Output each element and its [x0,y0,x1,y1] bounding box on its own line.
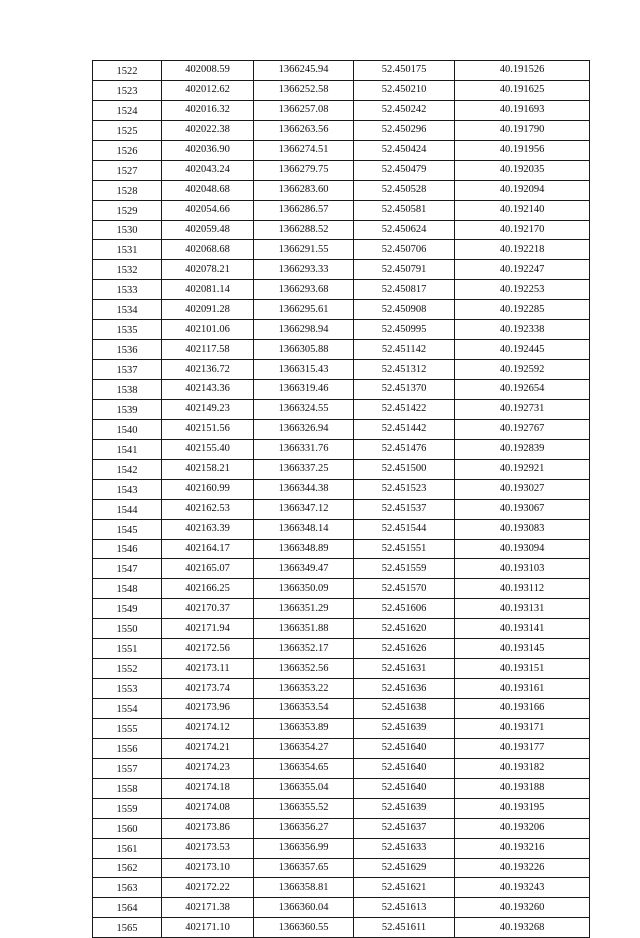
longitude-cell: 40.193177 [455,738,590,758]
point-number-cell: 1547 [93,559,162,579]
table-row [93,439,590,459]
y-coordinate-cell: 1366356.27 [254,818,354,838]
point-number-cell: 1558 [93,778,162,798]
y-coordinate-cell: 1366356.99 [254,838,354,858]
table-row [93,898,590,918]
latitude-cell: 52.451639 [354,798,455,818]
point-number-cell: 1527 [93,160,162,180]
latitude-cell: 52.451422 [354,399,455,419]
table-row [93,180,590,200]
point-number-cell: 1534 [93,300,162,320]
x-coordinate-cell: 402173.96 [162,699,254,719]
longitude-cell: 40.192592 [455,360,590,380]
table-row [93,499,590,519]
latitude-cell: 52.451639 [354,718,455,738]
point-number-cell: 1556 [93,738,162,758]
latitude-cell: 52.451537 [354,499,455,519]
table-row [93,519,590,539]
x-coordinate-cell: 402081.14 [162,280,254,300]
y-coordinate-cell: 1366305.88 [254,340,354,360]
point-number-cell: 1546 [93,539,162,559]
table-row [93,679,590,699]
y-coordinate-cell: 1366326.94 [254,419,354,439]
y-coordinate-cell: 1366245.94 [254,61,354,81]
longitude-cell: 40.193195 [455,798,590,818]
x-coordinate-cell: 402149.23 [162,399,254,419]
y-coordinate-cell: 1366353.89 [254,718,354,738]
table-row [93,918,590,938]
longitude-cell: 40.191693 [455,100,590,120]
y-coordinate-cell: 1366324.55 [254,399,354,419]
y-coordinate-cell: 1366331.76 [254,439,354,459]
longitude-cell: 40.193067 [455,499,590,519]
y-coordinate-cell: 1366283.60 [254,180,354,200]
x-coordinate-cell: 402012.62 [162,80,254,100]
y-coordinate-cell: 1366350.09 [254,579,354,599]
y-coordinate-cell: 1366337.25 [254,459,354,479]
y-coordinate-cell: 1366354.65 [254,758,354,778]
x-coordinate-cell: 402160.99 [162,479,254,499]
y-coordinate-cell: 1366360.04 [254,898,354,918]
y-coordinate-cell: 1366358.81 [254,878,354,898]
table-row [93,459,590,479]
y-coordinate-cell: 1366349.47 [254,559,354,579]
x-coordinate-cell: 402165.07 [162,559,254,579]
longitude-cell: 40.193216 [455,838,590,858]
x-coordinate-cell: 402054.66 [162,200,254,220]
table-row [93,120,590,140]
table-row [93,838,590,858]
longitude-cell: 40.192218 [455,240,590,260]
longitude-cell: 40.193112 [455,579,590,599]
x-coordinate-cell: 402173.53 [162,838,254,858]
x-coordinate-cell: 402166.25 [162,579,254,599]
point-number-cell: 1554 [93,699,162,719]
latitude-cell: 52.451370 [354,380,455,400]
y-coordinate-cell: 1366351.88 [254,619,354,639]
longitude-cell: 40.192140 [455,200,590,220]
longitude-cell: 40.192035 [455,160,590,180]
longitude-cell: 40.192839 [455,439,590,459]
table-row [93,639,590,659]
latitude-cell: 52.451621 [354,878,455,898]
y-coordinate-cell: 1366344.38 [254,479,354,499]
longitude-cell: 40.193131 [455,599,590,619]
y-coordinate-cell: 1366295.61 [254,300,354,320]
table-row [93,280,590,300]
y-coordinate-cell: 1366319.46 [254,380,354,400]
longitude-cell: 40.193243 [455,878,590,898]
y-coordinate-cell: 1366357.65 [254,858,354,878]
longitude-cell: 40.191956 [455,140,590,160]
point-number-cell: 1548 [93,579,162,599]
table-row [93,479,590,499]
point-number-cell: 1530 [93,220,162,240]
x-coordinate-cell: 402158.21 [162,459,254,479]
x-coordinate-cell: 402173.11 [162,659,254,679]
table-row [93,539,590,559]
longitude-cell: 40.193188 [455,778,590,798]
longitude-cell: 40.193083 [455,519,590,539]
x-coordinate-cell: 402164.17 [162,539,254,559]
y-coordinate-cell: 1366291.55 [254,240,354,260]
x-coordinate-cell: 402174.21 [162,738,254,758]
longitude-cell: 40.193268 [455,918,590,938]
latitude-cell: 52.451633 [354,838,455,858]
longitude-cell: 40.192285 [455,300,590,320]
latitude-cell: 52.450908 [354,300,455,320]
table-row [93,579,590,599]
y-coordinate-cell: 1366288.52 [254,220,354,240]
longitude-cell: 40.193094 [455,539,590,559]
table-row [93,140,590,160]
table-row [93,260,590,280]
y-coordinate-cell: 1366360.55 [254,918,354,938]
table-row [93,599,590,619]
latitude-cell: 52.451570 [354,579,455,599]
point-number-cell: 1557 [93,758,162,778]
table-row [93,758,590,778]
point-number-cell: 1525 [93,120,162,140]
x-coordinate-cell: 402101.06 [162,320,254,340]
longitude-cell: 40.193027 [455,479,590,499]
longitude-cell: 40.193182 [455,758,590,778]
x-coordinate-cell: 402170.37 [162,599,254,619]
point-number-cell: 1539 [93,399,162,419]
x-coordinate-cell: 402172.22 [162,878,254,898]
longitude-cell: 40.192247 [455,260,590,280]
point-number-cell: 1555 [93,718,162,738]
point-number-cell: 1536 [93,340,162,360]
y-coordinate-cell: 1366293.68 [254,280,354,300]
y-coordinate-cell: 1366353.54 [254,699,354,719]
latitude-cell: 52.450479 [354,160,455,180]
latitude-cell: 52.451476 [354,439,455,459]
latitude-cell: 52.451544 [354,519,455,539]
y-coordinate-cell: 1366351.29 [254,599,354,619]
point-number-cell: 1545 [93,519,162,539]
point-number-cell: 1533 [93,280,162,300]
latitude-cell: 52.451626 [354,639,455,659]
x-coordinate-cell: 402091.28 [162,300,254,320]
point-number-cell: 1551 [93,639,162,659]
x-coordinate-cell: 402078.21 [162,260,254,280]
table-row [93,858,590,878]
table-row [93,340,590,360]
x-coordinate-cell: 402036.90 [162,140,254,160]
latitude-cell: 52.451638 [354,699,455,719]
point-number-cell: 1531 [93,240,162,260]
table-row [93,419,590,439]
latitude-cell: 52.451636 [354,679,455,699]
table-row [93,659,590,679]
latitude-cell: 52.450210 [354,80,455,100]
longitude-cell: 40.193103 [455,559,590,579]
latitude-cell: 52.450581 [354,200,455,220]
table-row [93,559,590,579]
latitude-cell: 52.451640 [354,738,455,758]
coordinates-table [92,60,590,938]
latitude-cell: 52.450424 [354,140,455,160]
point-number-cell: 1543 [93,479,162,499]
table-row [93,200,590,220]
latitude-cell: 52.451559 [354,559,455,579]
x-coordinate-cell: 402048.68 [162,180,254,200]
x-coordinate-cell: 402171.38 [162,898,254,918]
longitude-cell: 40.192654 [455,380,590,400]
x-coordinate-cell: 402172.56 [162,639,254,659]
x-coordinate-cell: 402117.58 [162,340,254,360]
point-number-cell: 1559 [93,798,162,818]
latitude-cell: 52.450296 [354,120,455,140]
latitude-cell: 52.451523 [354,479,455,499]
longitude-cell: 40.192921 [455,459,590,479]
table-row [93,220,590,240]
latitude-cell: 52.451613 [354,898,455,918]
table-body [93,61,590,938]
table-row [93,300,590,320]
latitude-cell: 52.451620 [354,619,455,639]
latitude-cell: 52.450995 [354,320,455,340]
table-row [93,738,590,758]
longitude-cell: 40.192253 [455,280,590,300]
latitude-cell: 52.451142 [354,340,455,360]
table-row [93,619,590,639]
y-coordinate-cell: 1366352.56 [254,659,354,679]
longitude-cell: 40.192338 [455,320,590,340]
table-row [93,718,590,738]
point-number-cell: 1565 [93,918,162,938]
longitude-cell: 40.193166 [455,699,590,719]
point-number-cell: 1549 [93,599,162,619]
longitude-cell: 40.193226 [455,858,590,878]
y-coordinate-cell: 1366354.27 [254,738,354,758]
table-row [93,798,590,818]
latitude-cell: 52.451500 [354,459,455,479]
y-coordinate-cell: 1366286.57 [254,200,354,220]
x-coordinate-cell: 402171.94 [162,619,254,639]
longitude-cell: 40.191790 [455,120,590,140]
latitude-cell: 52.451312 [354,360,455,380]
table-row [93,160,590,180]
y-coordinate-cell: 1366263.56 [254,120,354,140]
point-number-cell: 1544 [93,499,162,519]
x-coordinate-cell: 402022.38 [162,120,254,140]
x-coordinate-cell: 402171.10 [162,918,254,938]
longitude-cell: 40.193171 [455,718,590,738]
latitude-cell: 52.451551 [354,539,455,559]
table-row [93,399,590,419]
point-number-cell: 1562 [93,858,162,878]
y-coordinate-cell: 1366348.14 [254,519,354,539]
point-number-cell: 1560 [93,818,162,838]
table-row [93,80,590,100]
point-number-cell: 1561 [93,838,162,858]
y-coordinate-cell: 1366293.33 [254,260,354,280]
x-coordinate-cell: 402173.86 [162,818,254,838]
y-coordinate-cell: 1366355.04 [254,778,354,798]
point-number-cell: 1537 [93,360,162,380]
point-number-cell: 1526 [93,140,162,160]
longitude-cell: 40.193151 [455,659,590,679]
latitude-cell: 52.451629 [354,858,455,878]
x-coordinate-cell: 402162.53 [162,499,254,519]
latitude-cell: 52.450791 [354,260,455,280]
x-coordinate-cell: 402173.10 [162,858,254,878]
x-coordinate-cell: 402059.48 [162,220,254,240]
latitude-cell: 52.451631 [354,659,455,679]
longitude-cell: 40.191526 [455,61,590,81]
table-row [93,699,590,719]
x-coordinate-cell: 402016.32 [162,100,254,120]
table-row [93,360,590,380]
table-row [93,818,590,838]
x-coordinate-cell: 402043.24 [162,160,254,180]
x-coordinate-cell: 402143.36 [162,380,254,400]
longitude-cell: 40.193161 [455,679,590,699]
point-number-cell: 1540 [93,419,162,439]
table-row [93,100,590,120]
x-coordinate-cell: 402163.39 [162,519,254,539]
latitude-cell: 52.450242 [354,100,455,120]
x-coordinate-cell: 402068.68 [162,240,254,260]
table-row [93,878,590,898]
point-number-cell: 1538 [93,380,162,400]
y-coordinate-cell: 1366298.94 [254,320,354,340]
latitude-cell: 52.451637 [354,818,455,838]
longitude-cell: 40.192094 [455,180,590,200]
longitude-cell: 40.192767 [455,419,590,439]
y-coordinate-cell: 1366274.51 [254,140,354,160]
latitude-cell: 52.451611 [354,918,455,938]
y-coordinate-cell: 1366252.58 [254,80,354,100]
longitude-cell: 40.193141 [455,619,590,639]
point-number-cell: 1542 [93,459,162,479]
longitude-cell: 40.193260 [455,898,590,918]
latitude-cell: 52.450817 [354,280,455,300]
point-number-cell: 1529 [93,200,162,220]
y-coordinate-cell: 1366355.52 [254,798,354,818]
y-coordinate-cell: 1366353.22 [254,679,354,699]
table-row [93,320,590,340]
y-coordinate-cell: 1366348.89 [254,539,354,559]
x-coordinate-cell: 402136.72 [162,360,254,380]
longitude-cell: 40.192731 [455,399,590,419]
latitude-cell: 52.450624 [354,220,455,240]
table-row [93,380,590,400]
x-coordinate-cell: 402174.12 [162,718,254,738]
y-coordinate-cell: 1366257.08 [254,100,354,120]
point-number-cell: 1564 [93,898,162,918]
latitude-cell: 52.451640 [354,758,455,778]
point-number-cell: 1528 [93,180,162,200]
longitude-cell: 40.193145 [455,639,590,659]
y-coordinate-cell: 1366352.17 [254,639,354,659]
point-number-cell: 1532 [93,260,162,280]
latitude-cell: 52.451640 [354,778,455,798]
x-coordinate-cell: 402151.56 [162,419,254,439]
longitude-cell: 40.192445 [455,340,590,360]
point-number-cell: 1535 [93,320,162,340]
table-row [93,240,590,260]
point-number-cell: 1524 [93,100,162,120]
latitude-cell: 52.450706 [354,240,455,260]
table-row [93,778,590,798]
point-number-cell: 1522 [93,61,162,81]
x-coordinate-cell: 402008.59 [162,61,254,81]
point-number-cell: 1541 [93,439,162,459]
longitude-cell: 40.191625 [455,80,590,100]
x-coordinate-cell: 402174.23 [162,758,254,778]
point-number-cell: 1550 [93,619,162,639]
latitude-cell: 52.451442 [354,419,455,439]
point-number-cell: 1563 [93,878,162,898]
x-coordinate-cell: 402174.18 [162,778,254,798]
latitude-cell: 52.451606 [354,599,455,619]
latitude-cell: 52.450528 [354,180,455,200]
x-coordinate-cell: 402155.40 [162,439,254,459]
point-number-cell: 1523 [93,80,162,100]
x-coordinate-cell: 402174.08 [162,798,254,818]
point-number-cell: 1553 [93,679,162,699]
y-coordinate-cell: 1366315.43 [254,360,354,380]
latitude-cell: 52.450175 [354,61,455,81]
table-row [93,61,590,81]
longitude-cell: 40.193206 [455,818,590,838]
y-coordinate-cell: 1366279.75 [254,160,354,180]
y-coordinate-cell: 1366347.12 [254,499,354,519]
longitude-cell: 40.192170 [455,220,590,240]
x-coordinate-cell: 402173.74 [162,679,254,699]
point-number-cell: 1552 [93,659,162,679]
